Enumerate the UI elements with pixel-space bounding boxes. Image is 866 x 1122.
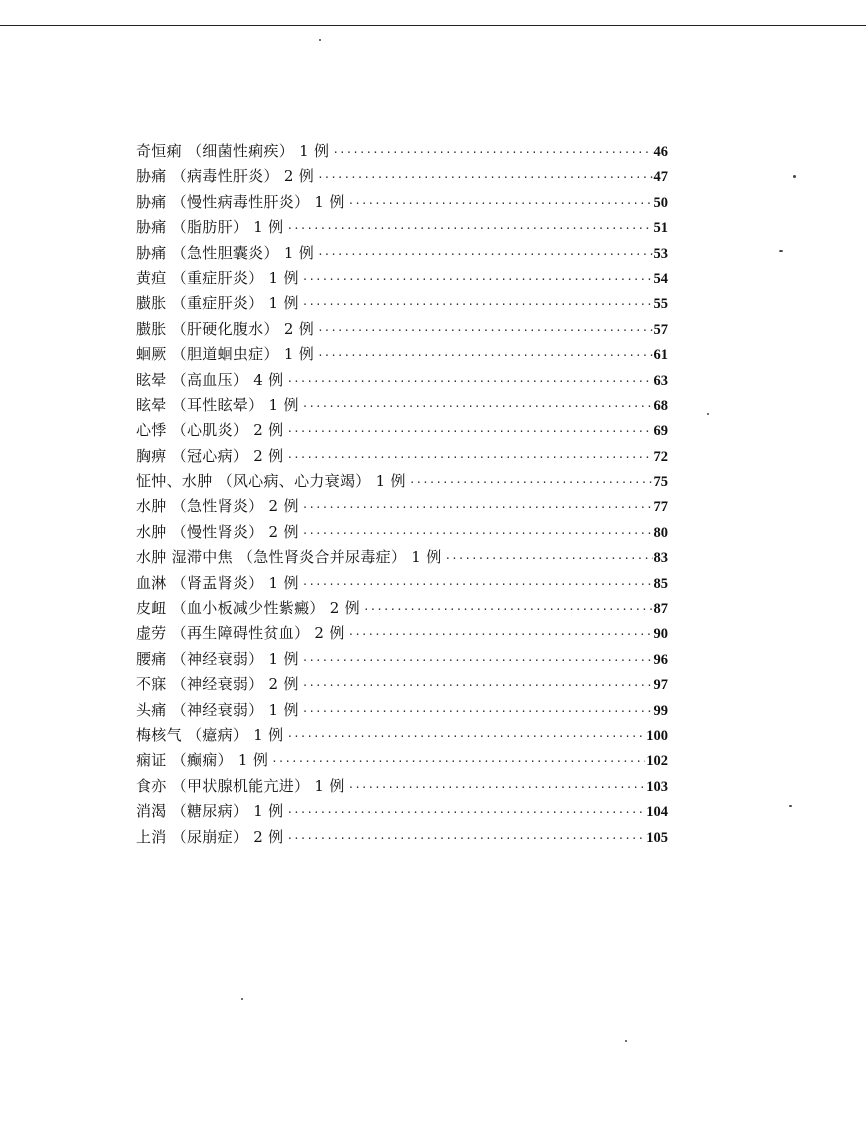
toc-entry-title: 眩晕 （高血压） 4 例 [136,370,284,389]
toc-entry-title: 臌胀 （重症肝炎） 1 例 [136,294,299,313]
toc-leader-dots [363,603,653,616]
toc-entry [136,699,668,724]
toc-page-number: 55 [653,296,668,313]
toc-entry [136,318,668,343]
toc-page-number: 85 [653,575,668,592]
toc-leader-dots [302,679,653,692]
toc-leader-dots [286,806,645,819]
toc-entry-title: 奇恒痢 （细菌性痢疾） 1 例 [136,142,330,160]
toc-leader-dots [317,324,652,337]
toc-entry [136,292,668,317]
toc-entry-title: 水肿 （急性肾炎） 2 例 [136,497,299,516]
toc-entry-title: 蛔厥 （胆道蛔虫症） 1 例 [136,345,315,364]
toc-entry [136,191,668,216]
toc-leader-dots [302,400,653,413]
toc-entry-title: 胁痛 （急性胆囊炎） 1 例 [136,243,315,262]
toc-entry [136,597,668,622]
toc-page-number: 104 [646,804,668,821]
toc-entry [136,445,668,470]
toc-entry-title: 上消 （尿崩症） 2 例 [136,827,284,846]
toc-page-number: 69 [653,423,668,440]
toc-page-number: 103 [646,778,668,795]
toc-page-number: 75 [653,474,668,491]
toc-leader-dots [286,730,645,743]
toc-page-number: 99 [653,702,668,719]
toc-entry-title: 皮衄 （血小板减少性紫癜） 2 例 [136,599,360,618]
toc-leader-dots [302,501,653,514]
toc-page-number: 100 [646,727,668,744]
toc-entry [136,826,668,851]
toc-leader-dots [348,197,653,210]
toc-entry [136,749,668,774]
toc-page-number: 61 [653,347,668,364]
toc-leader-dots [302,578,653,591]
toc-leader-dots [286,375,652,388]
scan-speck [793,175,796,178]
toc-page-number: 72 [653,448,668,465]
toc-entry-title: 血淋 （肾盂肾炎） 1 例 [136,573,299,592]
toc-entry [136,775,668,800]
toc-page-number: 77 [653,499,668,516]
toc-entry [136,470,668,495]
toc-entry-title: 腰痛 （神经衰弱） 1 例 [136,649,299,668]
scan-speck [707,413,709,415]
toc-entry-title: 食亦 （甲状腺机能亢进） 1 例 [136,776,345,795]
table-of-contents [136,140,668,851]
toc-page-number: 102 [646,753,668,770]
toc-page-number: 50 [653,194,668,211]
toc-entry [136,648,668,673]
toc-entry [136,622,668,647]
toc-entry-title: 水肿 湿滞中焦 （急性肾炎合并尿毒症） 1 例 [136,548,442,567]
toc-entry [136,343,668,368]
toc-entry-title: 头痛 （神经衰弱） 1 例 [136,700,299,719]
scan-speck [241,998,243,1000]
toc-leader-dots [317,171,652,184]
toc-entry [136,572,668,597]
scan-speck [319,39,321,41]
toc-leader-dots [348,781,646,794]
toc-entry [136,673,668,698]
toc-entry [136,216,668,241]
toc-entry-title: 消渴 （糖尿病） 1 例 [136,802,284,821]
toc-entry [136,724,668,749]
toc-entry [136,800,668,825]
toc-leader-dots [332,146,652,159]
toc-leader-dots [302,527,653,540]
toc-leader-dots [302,705,653,718]
toc-page-number: 97 [653,677,668,694]
toc-entry-title: 不寐 （神经衰弱） 2 例 [136,675,299,694]
toc-page-number: 51 [653,220,668,237]
toc-page-number: 46 [653,144,668,160]
toc-entry-title: 心悸 （心肌炎） 2 例 [136,421,284,440]
toc-leader-dots [302,273,653,286]
toc-entry-title: 梅核气 （癔病） 1 例 [136,725,284,744]
toc-page-number: 47 [653,169,668,186]
toc-leader-dots [302,298,653,311]
toc-page-number: 90 [653,626,668,643]
toc-entry-title: 黄疸 （重症肝炎） 1 例 [136,268,299,287]
toc-entry [136,140,668,165]
toc-page-number: 105 [646,829,668,846]
toc-entry [136,495,668,520]
toc-entry-title: 臌胀 （肝硬化腹水） 2 例 [136,319,315,338]
toc-page-number: 68 [653,397,668,414]
toc-entry [136,394,668,419]
toc-entry [136,242,668,267]
toc-leader-dots [271,755,645,768]
toc-leader-dots [286,425,652,438]
toc-entry-title: 胁痛 （慢性病毒性肝炎） 1 例 [136,192,345,211]
toc-entry [136,267,668,292]
toc-entry-title: 胸痹 （冠心病） 2 例 [136,446,284,465]
toc-page-number: 87 [653,601,668,618]
toc-entry [136,165,668,190]
toc-leader-dots [409,476,653,489]
toc-leader-dots [302,654,653,667]
toc-leader-dots [317,349,652,362]
toc-page-number: 96 [653,651,668,668]
toc-entry-title: 胁痛 （脂肪肝） 1 例 [136,218,284,237]
toc-entry-title: 水肿 （慢性肾炎） 2 例 [136,522,299,541]
toc-entry-title: 眩晕 （耳性眩晕） 1 例 [136,395,299,414]
toc-leader-dots [286,451,652,464]
top-rule [0,25,866,26]
scan-speck [789,805,792,807]
toc-entry [136,369,668,394]
toc-page-number: 57 [653,321,668,338]
toc-entry-title: 虚劳 （再生障碍性贫血） 2 例 [136,624,345,643]
toc-entry [136,521,668,546]
toc-page-number: 83 [653,550,668,567]
toc-page-number: 54 [653,270,668,287]
toc-page-number: 80 [653,524,668,541]
scan-speck [625,1040,627,1042]
toc-entry [136,546,668,571]
scan-speck [779,250,783,252]
toc-leader-dots [286,832,645,845]
toc-leader-dots [286,222,652,235]
toc-leader-dots [445,552,653,565]
toc-entry-title: 胁痛 （病毒性肝炎） 2 例 [136,167,315,186]
toc-page-number: 53 [653,245,668,262]
toc-leader-dots [317,248,652,261]
toc-entry-title: 怔忡、水肿 （风心病、心力衰竭） 1 例 [136,472,406,491]
toc-page-number: 63 [653,372,668,389]
toc-leader-dots [348,628,653,641]
toc-entry-title: 痫证 （癫痫） 1 例 [136,751,269,770]
toc-entry [136,419,668,444]
